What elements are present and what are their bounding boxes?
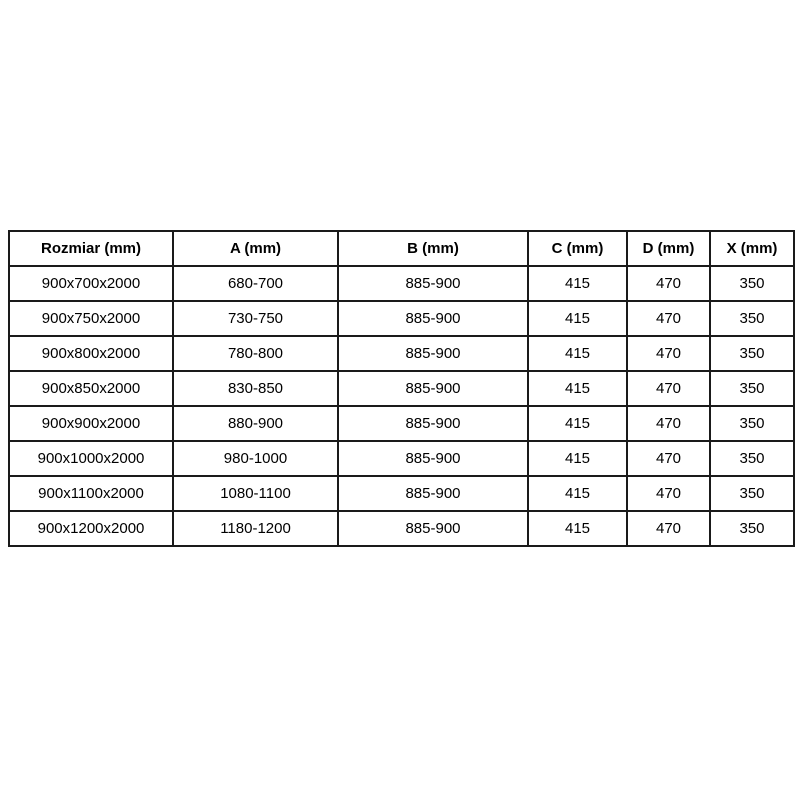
- column-header-d: D (mm): [627, 231, 710, 266]
- column-header-b: B (mm): [338, 231, 528, 266]
- table-cell: 350: [710, 336, 794, 371]
- table-cell: 415: [528, 266, 627, 301]
- table-cell: 350: [710, 511, 794, 546]
- table-cell: 350: [710, 441, 794, 476]
- table-cell: 415: [528, 336, 627, 371]
- table-row: [9, 406, 794, 441]
- column-header-a: A (mm): [173, 231, 338, 266]
- table-cell: 885-900: [338, 511, 528, 546]
- table-cell: 900x750x2000: [9, 301, 173, 336]
- table-cell: 415: [528, 476, 627, 511]
- table-cell: 470: [627, 511, 710, 546]
- table-cell: 885-900: [338, 406, 528, 441]
- table-cell: 900x1100x2000: [9, 476, 173, 511]
- table-cell: 350: [710, 301, 794, 336]
- table-cell: 415: [528, 441, 627, 476]
- table-cell: 730-750: [173, 301, 338, 336]
- table-cell: 350: [710, 476, 794, 511]
- table-cell: 470: [627, 476, 710, 511]
- column-header-rozmiar: Rozmiar (mm): [9, 231, 173, 266]
- table-cell: 885-900: [338, 476, 528, 511]
- table-cell: 415: [528, 371, 627, 406]
- table-row: [9, 476, 794, 511]
- table-body: [9, 266, 794, 546]
- table-header-row: [9, 231, 794, 266]
- table-cell: 470: [627, 406, 710, 441]
- table-cell: 885-900: [338, 336, 528, 371]
- table-cell: 830-850: [173, 371, 338, 406]
- column-header-c: C (mm): [528, 231, 627, 266]
- table-cell: 980-1000: [173, 441, 338, 476]
- table-cell: 680-700: [173, 266, 338, 301]
- table-cell: 900x850x2000: [9, 371, 173, 406]
- table-cell: 885-900: [338, 301, 528, 336]
- table-cell: 1080-1100: [173, 476, 338, 511]
- table-cell: 885-900: [338, 441, 528, 476]
- table-cell: 880-900: [173, 406, 338, 441]
- table-cell: 415: [528, 511, 627, 546]
- table-row: [9, 511, 794, 546]
- table-row: [9, 441, 794, 476]
- table-row: [9, 336, 794, 371]
- table-row: [9, 266, 794, 301]
- table-cell: 470: [627, 266, 710, 301]
- table-cell: 350: [710, 371, 794, 406]
- table-cell: 350: [710, 406, 794, 441]
- table-cell: 900x700x2000: [9, 266, 173, 301]
- table-cell: 1180-1200: [173, 511, 338, 546]
- size-specification-table: [8, 230, 795, 547]
- table-cell: 885-900: [338, 266, 528, 301]
- table-cell: 470: [627, 336, 710, 371]
- table-cell: 415: [528, 406, 627, 441]
- table-cell: 900x1200x2000: [9, 511, 173, 546]
- table-cell: 780-800: [173, 336, 338, 371]
- table-cell: 900x900x2000: [9, 406, 173, 441]
- table-row: [9, 301, 794, 336]
- table-cell: 900x800x2000: [9, 336, 173, 371]
- table-cell: 470: [627, 441, 710, 476]
- table-cell: 415: [528, 301, 627, 336]
- table-cell: 350: [710, 266, 794, 301]
- table-row: [9, 371, 794, 406]
- table-cell: 470: [627, 301, 710, 336]
- column-header-x: X (mm): [710, 231, 794, 266]
- table-cell: 470: [627, 371, 710, 406]
- table-cell: 885-900: [338, 371, 528, 406]
- table-cell: 900x1000x2000: [9, 441, 173, 476]
